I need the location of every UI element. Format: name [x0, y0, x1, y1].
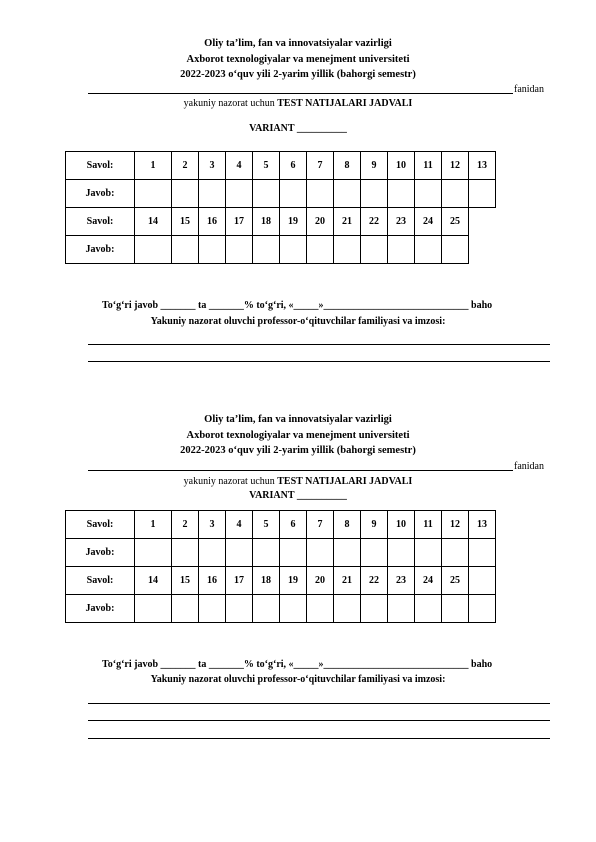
answer-cell[interactable] [361, 539, 388, 567]
answer-cell[interactable] [199, 236, 226, 264]
answer-cell[interactable] [172, 595, 199, 623]
javob-label: Javob: [66, 539, 135, 567]
answer-cell[interactable] [361, 595, 388, 623]
answer-cell[interactable] [280, 180, 307, 208]
answer-cell[interactable] [307, 595, 334, 623]
signature-line[interactable] [88, 738, 550, 739]
question-number: 8 [334, 152, 361, 180]
question-number: 5 [253, 511, 280, 539]
nazorat-title [0, 98, 596, 109]
answer-cell[interactable] [415, 539, 442, 567]
answer-cell[interactable] [415, 180, 442, 208]
answer-cell[interactable] [307, 236, 334, 264]
question-number: 6 [280, 511, 307, 539]
question-number: 13 [469, 511, 496, 539]
question-number: 2 [172, 511, 199, 539]
javob-label: Javob: [66, 236, 135, 264]
signature-caption: Yakuniy nazorat oluvchi professor-o‘qituvchilar familiyasi va imzosi: [150, 674, 446, 685]
variant-line: VARIANT __________ [249, 123, 347, 134]
question-number: 13 [469, 152, 496, 180]
university-title: Axborot texnologiyalar va menejment universiteti [186, 430, 410, 441]
question-number: 16 [199, 208, 226, 236]
answer-cell[interactable] [442, 236, 469, 264]
question-number: 15 [172, 567, 199, 595]
question-number: 15 [172, 208, 199, 236]
academic-year: 2022-2023 o‘quv yili 2-yarim yillik (bahorgi semestr) [180, 69, 416, 80]
answer-cell[interactable] [334, 539, 361, 567]
question-number: 16 [199, 567, 226, 595]
savol-label: Savol: [66, 511, 135, 539]
question-number: 23 [388, 567, 415, 595]
question-number: 21 [334, 208, 361, 236]
answer-cell[interactable] [442, 539, 469, 567]
fanidan-label: fanidan [514, 84, 544, 95]
signature-caption: Yakuniy nazorat oluvchi professor-o‘qituvchilar familiyasi va imzosi: [150, 316, 446, 327]
answer-cell[interactable] [199, 180, 226, 208]
question-number: 21 [334, 567, 361, 595]
answer-cell[interactable] [199, 539, 226, 567]
nazorat-title [0, 476, 596, 487]
university-title: Axborot texnologiyalar va menejment universiteti [186, 54, 410, 65]
answer-cell[interactable] [172, 236, 199, 264]
answer-cell[interactable] [334, 236, 361, 264]
nazorat-prefix: yakuniy nazorat uchun [183, 476, 278, 487]
answer-cell[interactable] [469, 539, 496, 567]
question-number: 1 [135, 152, 172, 180]
answer-cell[interactable] [307, 180, 334, 208]
question-number: 18 [253, 567, 280, 595]
question-number: 7 [307, 511, 334, 539]
question-number: 7 [307, 152, 334, 180]
empty-cell [469, 236, 496, 264]
question-number: 3 [199, 511, 226, 539]
question-number: 25 [442, 208, 469, 236]
variant-line: VARIANT __________ [249, 490, 347, 501]
answer-cell[interactable] [253, 180, 280, 208]
table-row [66, 595, 496, 623]
question-number: 20 [307, 208, 334, 236]
academic-year: 2022-2023 o‘quv yili 2-yarim yillik (bahorgi semestr) [180, 445, 416, 456]
answer-cell[interactable] [280, 539, 307, 567]
question-number: 11 [415, 152, 442, 180]
signature-line[interactable] [88, 344, 550, 345]
savol-label: Savol: [66, 152, 135, 180]
answer-cell[interactable] [442, 595, 469, 623]
answer-cell[interactable] [226, 595, 253, 623]
table-row [66, 567, 496, 595]
answer-cell[interactable] [334, 595, 361, 623]
score-line: To‘g‘ri javob _______ ta _______% to‘g‘ri, «_____»_____________________________ baho [102, 659, 493, 670]
signature-line[interactable] [88, 361, 550, 362]
answer-cell[interactable] [253, 236, 280, 264]
table-row [66, 152, 496, 180]
question-number: 10 [388, 152, 415, 180]
question-number: 23 [388, 208, 415, 236]
question-number: 2 [172, 152, 199, 180]
question-number: 9 [361, 152, 388, 180]
question-number: 20 [307, 567, 334, 595]
answer-cell[interactable] [135, 595, 172, 623]
score-line: To‘g‘ri javob _______ ta _______% to‘g‘ri, «_____»_____________________________ baho [102, 300, 493, 311]
answer-cell[interactable] [226, 180, 253, 208]
answer-cell[interactable] [135, 539, 172, 567]
question-number: 3 [199, 152, 226, 180]
ministry-title: Oliy ta’lim, fan va innovatsiyalar vazirligi [204, 38, 392, 49]
answer-cell[interactable] [388, 539, 415, 567]
question-number: 12 [442, 511, 469, 539]
table-row [66, 208, 496, 236]
answer-cell[interactable] [388, 180, 415, 208]
signature-line[interactable] [88, 703, 550, 704]
answer-cell[interactable] [415, 236, 442, 264]
question-number: 22 [361, 567, 388, 595]
question-number: 18 [253, 208, 280, 236]
answer-cell[interactable] [307, 539, 334, 567]
answer-cell[interactable] [334, 180, 361, 208]
question-number: 4 [226, 511, 253, 539]
nazorat-prefix: yakuniy nazorat uchun [183, 98, 278, 109]
question-number: 17 [226, 208, 253, 236]
answer-cell[interactable] [135, 236, 172, 264]
question-number: 8 [334, 511, 361, 539]
empty-cell [469, 567, 496, 595]
answer-cell[interactable] [388, 236, 415, 264]
answer-cell[interactable] [469, 180, 496, 208]
subject-blank-line [88, 93, 513, 94]
answer-cell[interactable] [253, 595, 280, 623]
question-number: 9 [361, 511, 388, 539]
answer-cell[interactable] [226, 539, 253, 567]
savol-label: Savol: [66, 567, 135, 595]
answer-cell[interactable] [280, 236, 307, 264]
question-number: 4 [226, 152, 253, 180]
question-number: 14 [135, 208, 172, 236]
question-number: 10 [388, 511, 415, 539]
question-number: 5 [253, 152, 280, 180]
table-row [66, 539, 496, 567]
question-number: 1 [135, 511, 172, 539]
savol-label: Savol: [66, 208, 135, 236]
answer-table [65, 151, 496, 264]
question-number: 24 [415, 567, 442, 595]
answer-cell[interactable] [442, 180, 469, 208]
ministry-title: Oliy ta’lim, fan va innovatsiyalar vazirligi [204, 414, 392, 425]
javob-label: Javob: [66, 180, 135, 208]
question-number: 11 [415, 511, 442, 539]
question-number: 17 [226, 567, 253, 595]
nazorat-bold: TEST NATIJALARI JADVALI [277, 98, 413, 109]
answer-cell[interactable] [199, 595, 226, 623]
question-number: 14 [135, 567, 172, 595]
question-number: 19 [280, 208, 307, 236]
empty-cell [469, 208, 496, 236]
question-number: 19 [280, 567, 307, 595]
fanidan-label: fanidan [514, 461, 544, 472]
question-number: 12 [442, 152, 469, 180]
answer-cell[interactable] [415, 595, 442, 623]
answer-cell[interactable] [361, 180, 388, 208]
answer-cell[interactable] [226, 236, 253, 264]
javob-label: Javob: [66, 595, 135, 623]
nazorat-bold: TEST NATIJALARI JADVALI [277, 476, 413, 487]
table-row [66, 180, 496, 208]
answer-cell[interactable] [172, 180, 199, 208]
table-row [66, 511, 496, 539]
signature-line[interactable] [88, 720, 550, 721]
question-number: 6 [280, 152, 307, 180]
answer-cell[interactable] [388, 595, 415, 623]
answer-cell[interactable] [135, 180, 172, 208]
question-number: 22 [361, 208, 388, 236]
subject-blank-line [88, 470, 513, 471]
answer-cell[interactable] [469, 595, 496, 623]
table-row [66, 236, 496, 264]
answer-cell[interactable] [253, 539, 280, 567]
answer-cell[interactable] [172, 539, 199, 567]
question-number: 24 [415, 208, 442, 236]
answer-cell[interactable] [280, 595, 307, 623]
answer-cell[interactable] [361, 236, 388, 264]
answer-table [65, 510, 496, 623]
question-number: 25 [442, 567, 469, 595]
